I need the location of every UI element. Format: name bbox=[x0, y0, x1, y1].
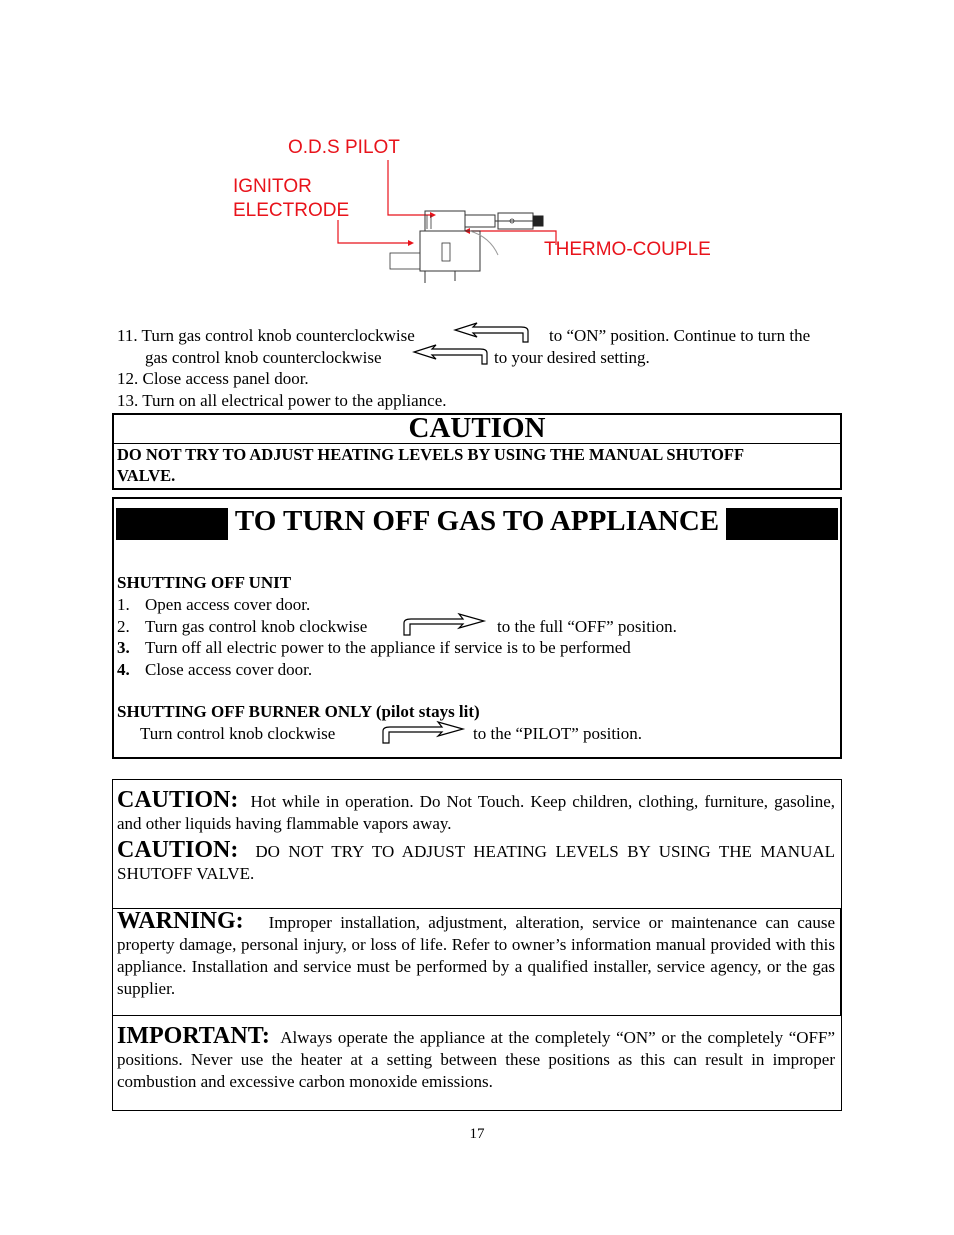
ods-pilot-label: O.D.S PILOT bbox=[288, 137, 400, 158]
caution-notice-1 bbox=[117, 789, 835, 835]
ignitor-label-line1: IGNITOR bbox=[233, 176, 312, 197]
caution-1-lead: CAUTION: bbox=[117, 787, 239, 813]
step-13: 13. Turn on all electrical power to the appliance. bbox=[117, 391, 447, 410]
caution-box-line2: VALVE. bbox=[117, 466, 176, 485]
notice-divider-side bbox=[840, 908, 841, 1015]
warning-lead: WARNING: bbox=[117, 908, 244, 934]
pilot-assembly-drawing bbox=[330, 155, 570, 290]
thermocouple-label: THERMO-COUPLE bbox=[544, 239, 711, 260]
counterclockwise-arrow-icon bbox=[412, 344, 490, 366]
caution-1-text: Hot while in operation. Do Not Touch. Keep children, clothing, furniture, gasoline, and other liquids having flammable vapors away. bbox=[117, 792, 836, 833]
title-bar-right bbox=[726, 508, 838, 540]
off-item-4-text: Close access cover door. bbox=[145, 660, 313, 679]
off-item-1-num: 1. bbox=[117, 595, 130, 614]
page-number: 17 bbox=[469, 1126, 485, 1142]
title-bar-left bbox=[116, 508, 228, 540]
clockwise-arrow-icon bbox=[401, 611, 487, 637]
important-text: Always operate the appliance at the completely “ON” or the completely “OFF” positions. Never use the heater at a setting between these positions as this can result in improper combustion and excessive carbon monoxide emissions. bbox=[117, 1028, 835, 1091]
off-item-2-text-a: Turn gas control knob clockwise bbox=[145, 617, 368, 636]
off-item-3-num: 3. bbox=[117, 638, 130, 657]
ignitor-label-line2: ELECTRODE bbox=[233, 200, 350, 221]
step-12: 12. Close access panel door. bbox=[117, 369, 309, 388]
step-11-line1-b: to “ON” position. Continue to turn the bbox=[549, 326, 811, 345]
notice-divider-2 bbox=[112, 1015, 842, 1016]
step-11-line2-b: to your desired setting. bbox=[494, 348, 650, 367]
step-11-line1-a: 11. Turn gas control knob counterclockwise bbox=[117, 326, 415, 345]
counterclockwise-arrow-icon bbox=[453, 322, 531, 344]
step-11-line2-a: gas control knob counterclockwise bbox=[145, 348, 382, 367]
off-item-2-text-b: to the full “OFF” position. bbox=[497, 617, 677, 636]
caution-box-line1: DO NOT TRY TO ADJUST HEATING LEVELS BY USING THE MANUAL SHUTOFF bbox=[117, 445, 745, 464]
caution-box bbox=[112, 413, 842, 490]
off-item-4-num: 4. bbox=[117, 660, 130, 679]
burner-text-b: to the “PILOT” position. bbox=[473, 724, 643, 743]
clockwise-arrow-icon bbox=[380, 719, 466, 745]
burner-text-a: Turn control knob clockwise bbox=[140, 724, 336, 743]
warning-notice bbox=[117, 910, 835, 1000]
caution-title: CAUTION bbox=[408, 412, 546, 444]
warning-text: Improper installation, adjustment, alteration, service or maintenance can cause property damage, personal injury, or loss of life. Refer to owner’s information manual provided with this appliance. Installation and service must be performed by a qualified installer, service agency, or the gas supplier. bbox=[117, 913, 836, 998]
off-item-1-text: Open access cover door. bbox=[145, 595, 311, 614]
off-item-2-num: 2. bbox=[117, 617, 130, 636]
important-notice bbox=[117, 1025, 835, 1093]
off-item-3-text: Turn off all electric power to the appliance if service is to be performed bbox=[145, 638, 631, 657]
caution-notice-2 bbox=[117, 839, 835, 885]
shutting-off-unit-heading: SHUTTING OFF UNIT bbox=[117, 573, 292, 592]
caution-2-lead: CAUTION: bbox=[117, 837, 239, 863]
caution-2-text: DO NOT TRY TO ADJUST HEATING LEVELS BY USING THE MANUAL SHUTOFF VALVE. bbox=[117, 842, 836, 883]
turn-off-title: TO TURN OFF GAS TO APPLIANCE bbox=[234, 505, 720, 537]
important-lead: IMPORTANT: bbox=[117, 1023, 270, 1049]
shutting-off-burner-heading: SHUTTING OFF BURNER ONLY (pilot stays lit) bbox=[117, 702, 480, 721]
